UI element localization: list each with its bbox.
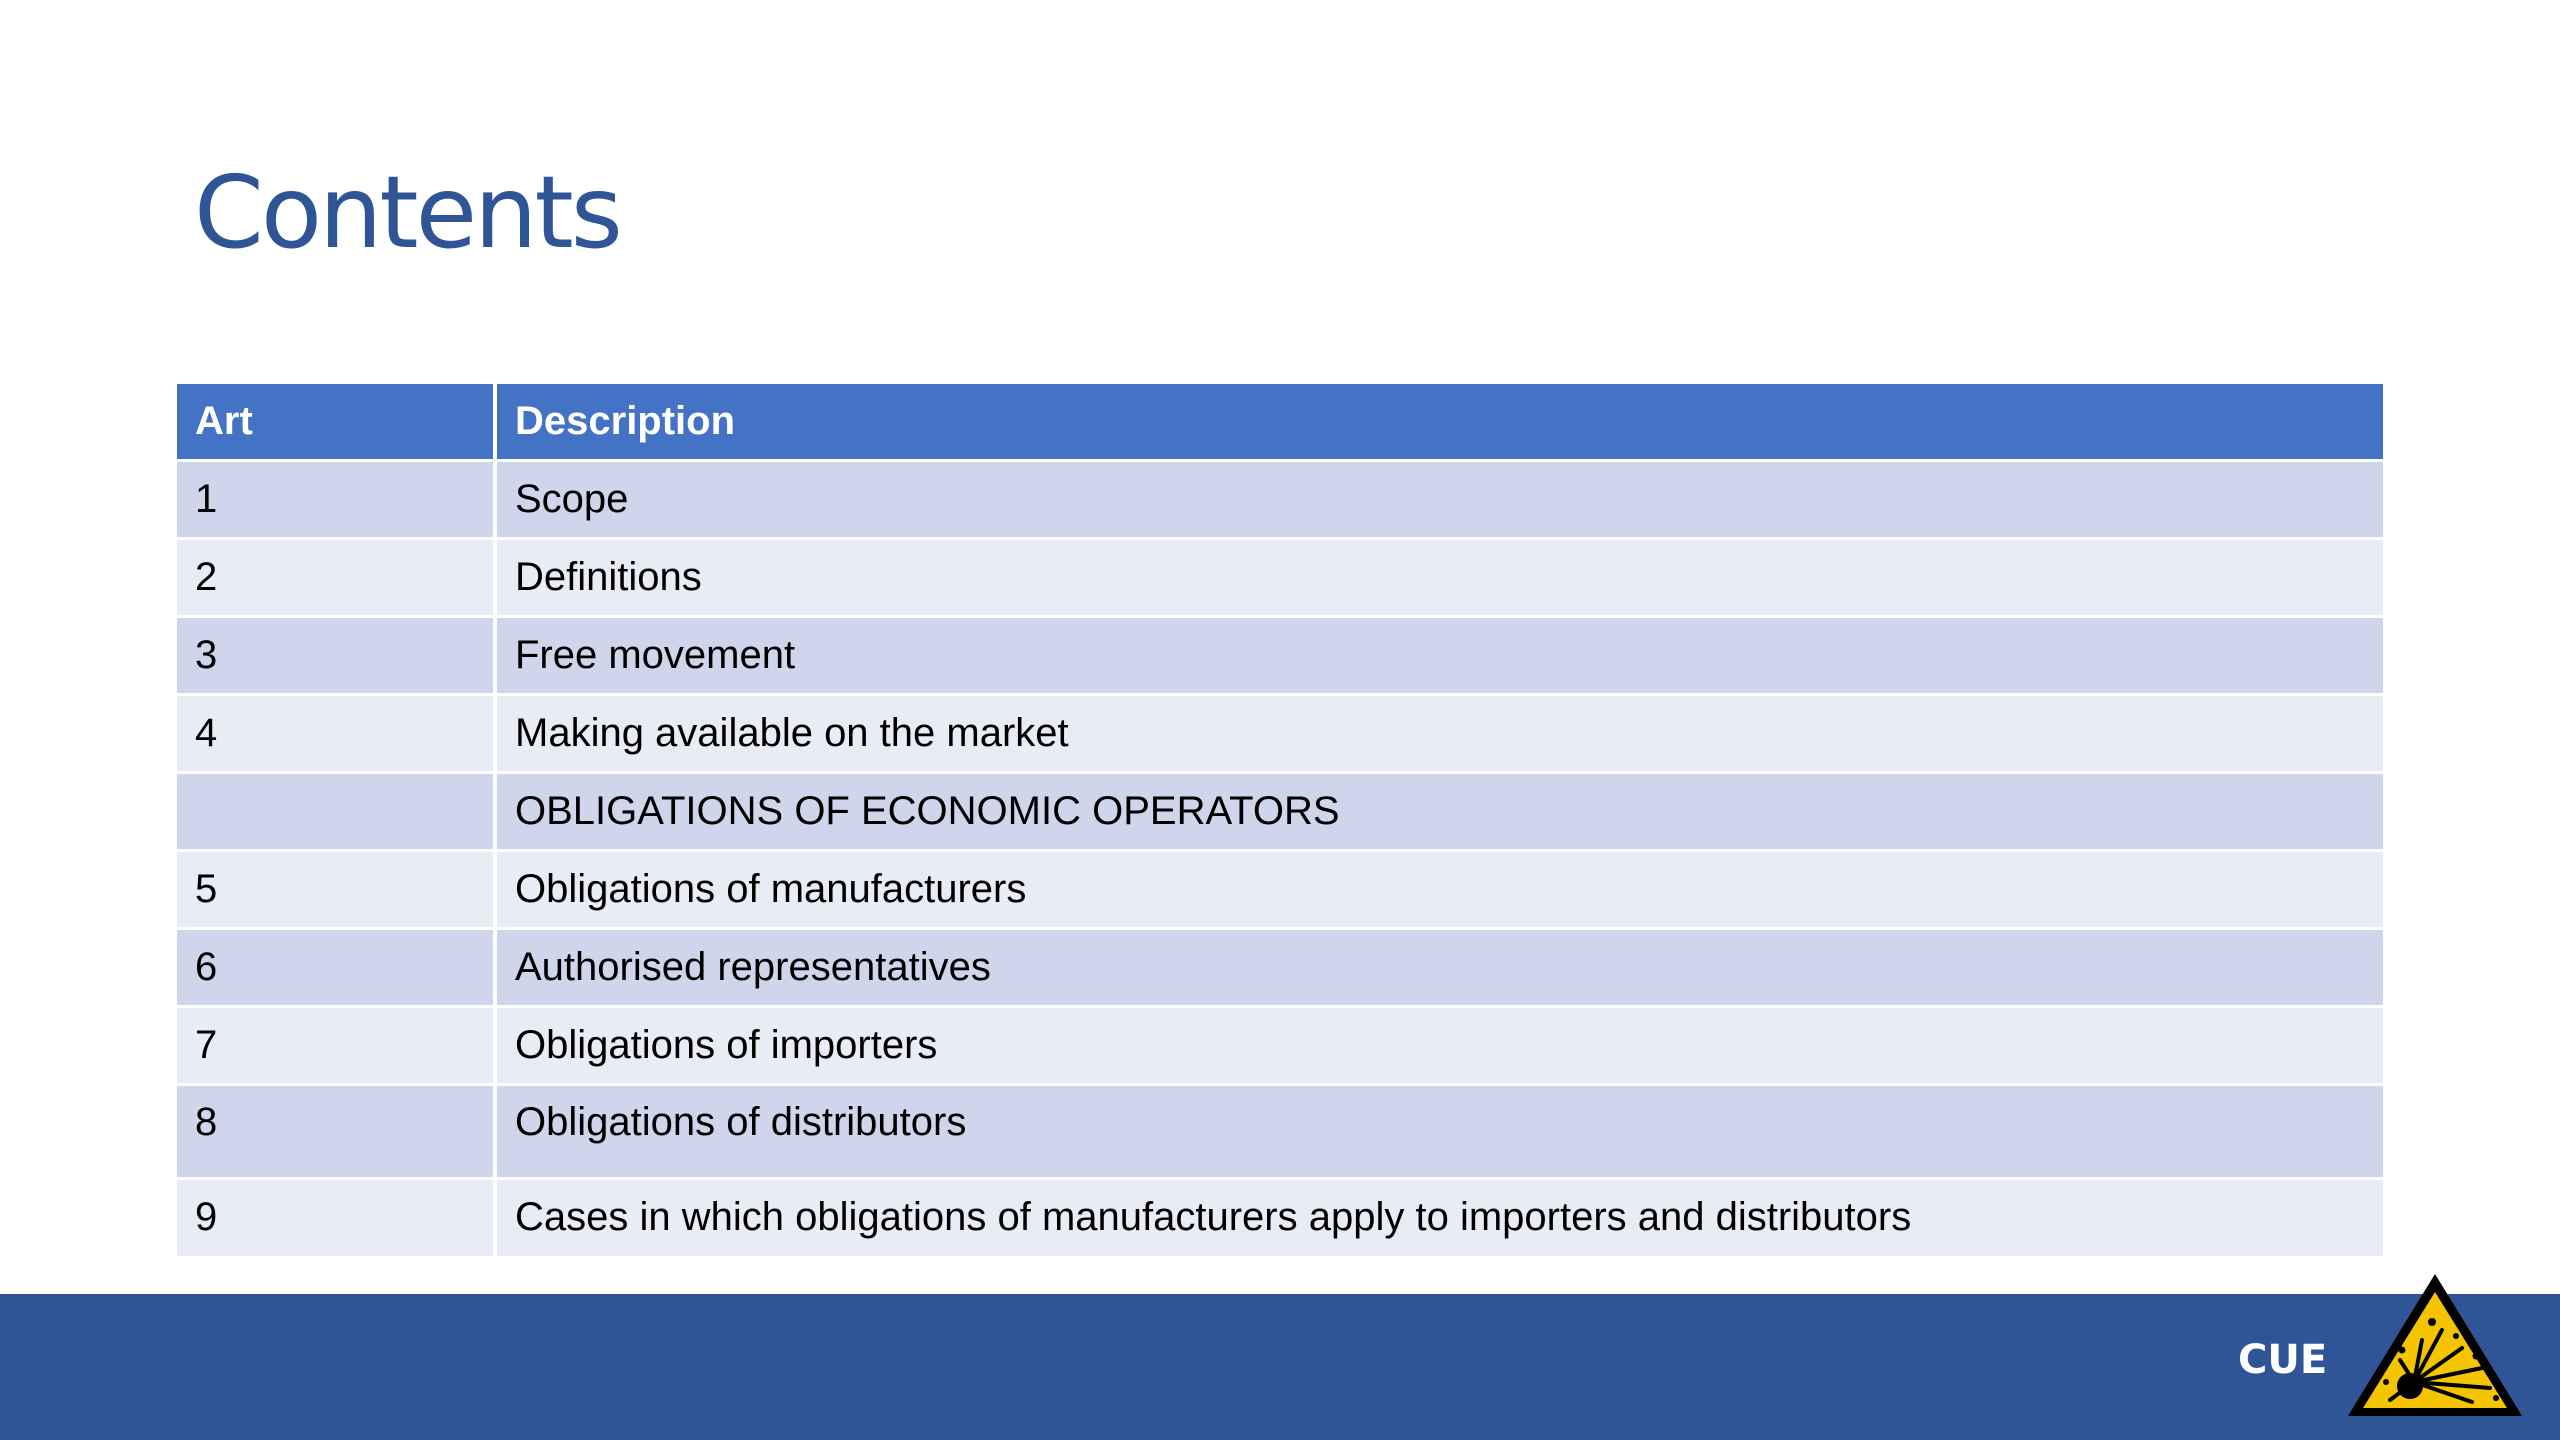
table-row	[177, 460, 2383, 538]
art-description: Cases in which obligations of manufacturers apply to importers and distributors	[495, 1178, 2383, 1256]
art-number: 8	[177, 1084, 495, 1178]
art-description: Obligations of manufacturers	[495, 850, 2383, 928]
art-number: 3	[177, 616, 495, 694]
table-row	[177, 1084, 2383, 1178]
table-row-section	[177, 772, 2383, 850]
art-number: 2	[177, 538, 495, 616]
table-row	[177, 1178, 2383, 1256]
table-row	[177, 616, 2383, 694]
table-row	[177, 850, 2383, 928]
table-row	[177, 538, 2383, 616]
art-number: 5	[177, 850, 495, 928]
table-row	[177, 1006, 2383, 1084]
footer-label: CUE	[2238, 1337, 2328, 1383]
art-description: Making available on the market	[495, 694, 2383, 772]
section-heading: OBLIGATIONS OF ECONOMIC OPERATORS	[495, 772, 2383, 850]
table-row	[177, 694, 2383, 772]
explosive-hazard-icon	[2344, 1270, 2526, 1420]
header-description: Description	[495, 384, 2383, 460]
footer-bar	[0, 1294, 2560, 1440]
table-row	[177, 928, 2383, 1006]
art-number	[177, 772, 495, 850]
contents-table	[177, 384, 2383, 1256]
art-description: Obligations of distributors	[495, 1084, 2383, 1178]
art-description: Definitions	[495, 538, 2383, 616]
table-header-row	[177, 384, 2383, 460]
art-description: Authorised representatives	[495, 928, 2383, 1006]
art-description: Obligations of importers	[495, 1006, 2383, 1084]
art-number: 4	[177, 694, 495, 772]
art-description: Free movement	[495, 616, 2383, 694]
art-description: Scope	[495, 460, 2383, 538]
art-number: 9	[177, 1178, 495, 1256]
art-number: 6	[177, 928, 495, 1006]
slide-title: Contents	[194, 154, 620, 271]
art-number: 7	[177, 1006, 495, 1084]
art-number: 1	[177, 460, 495, 538]
header-art: Art	[177, 384, 495, 460]
